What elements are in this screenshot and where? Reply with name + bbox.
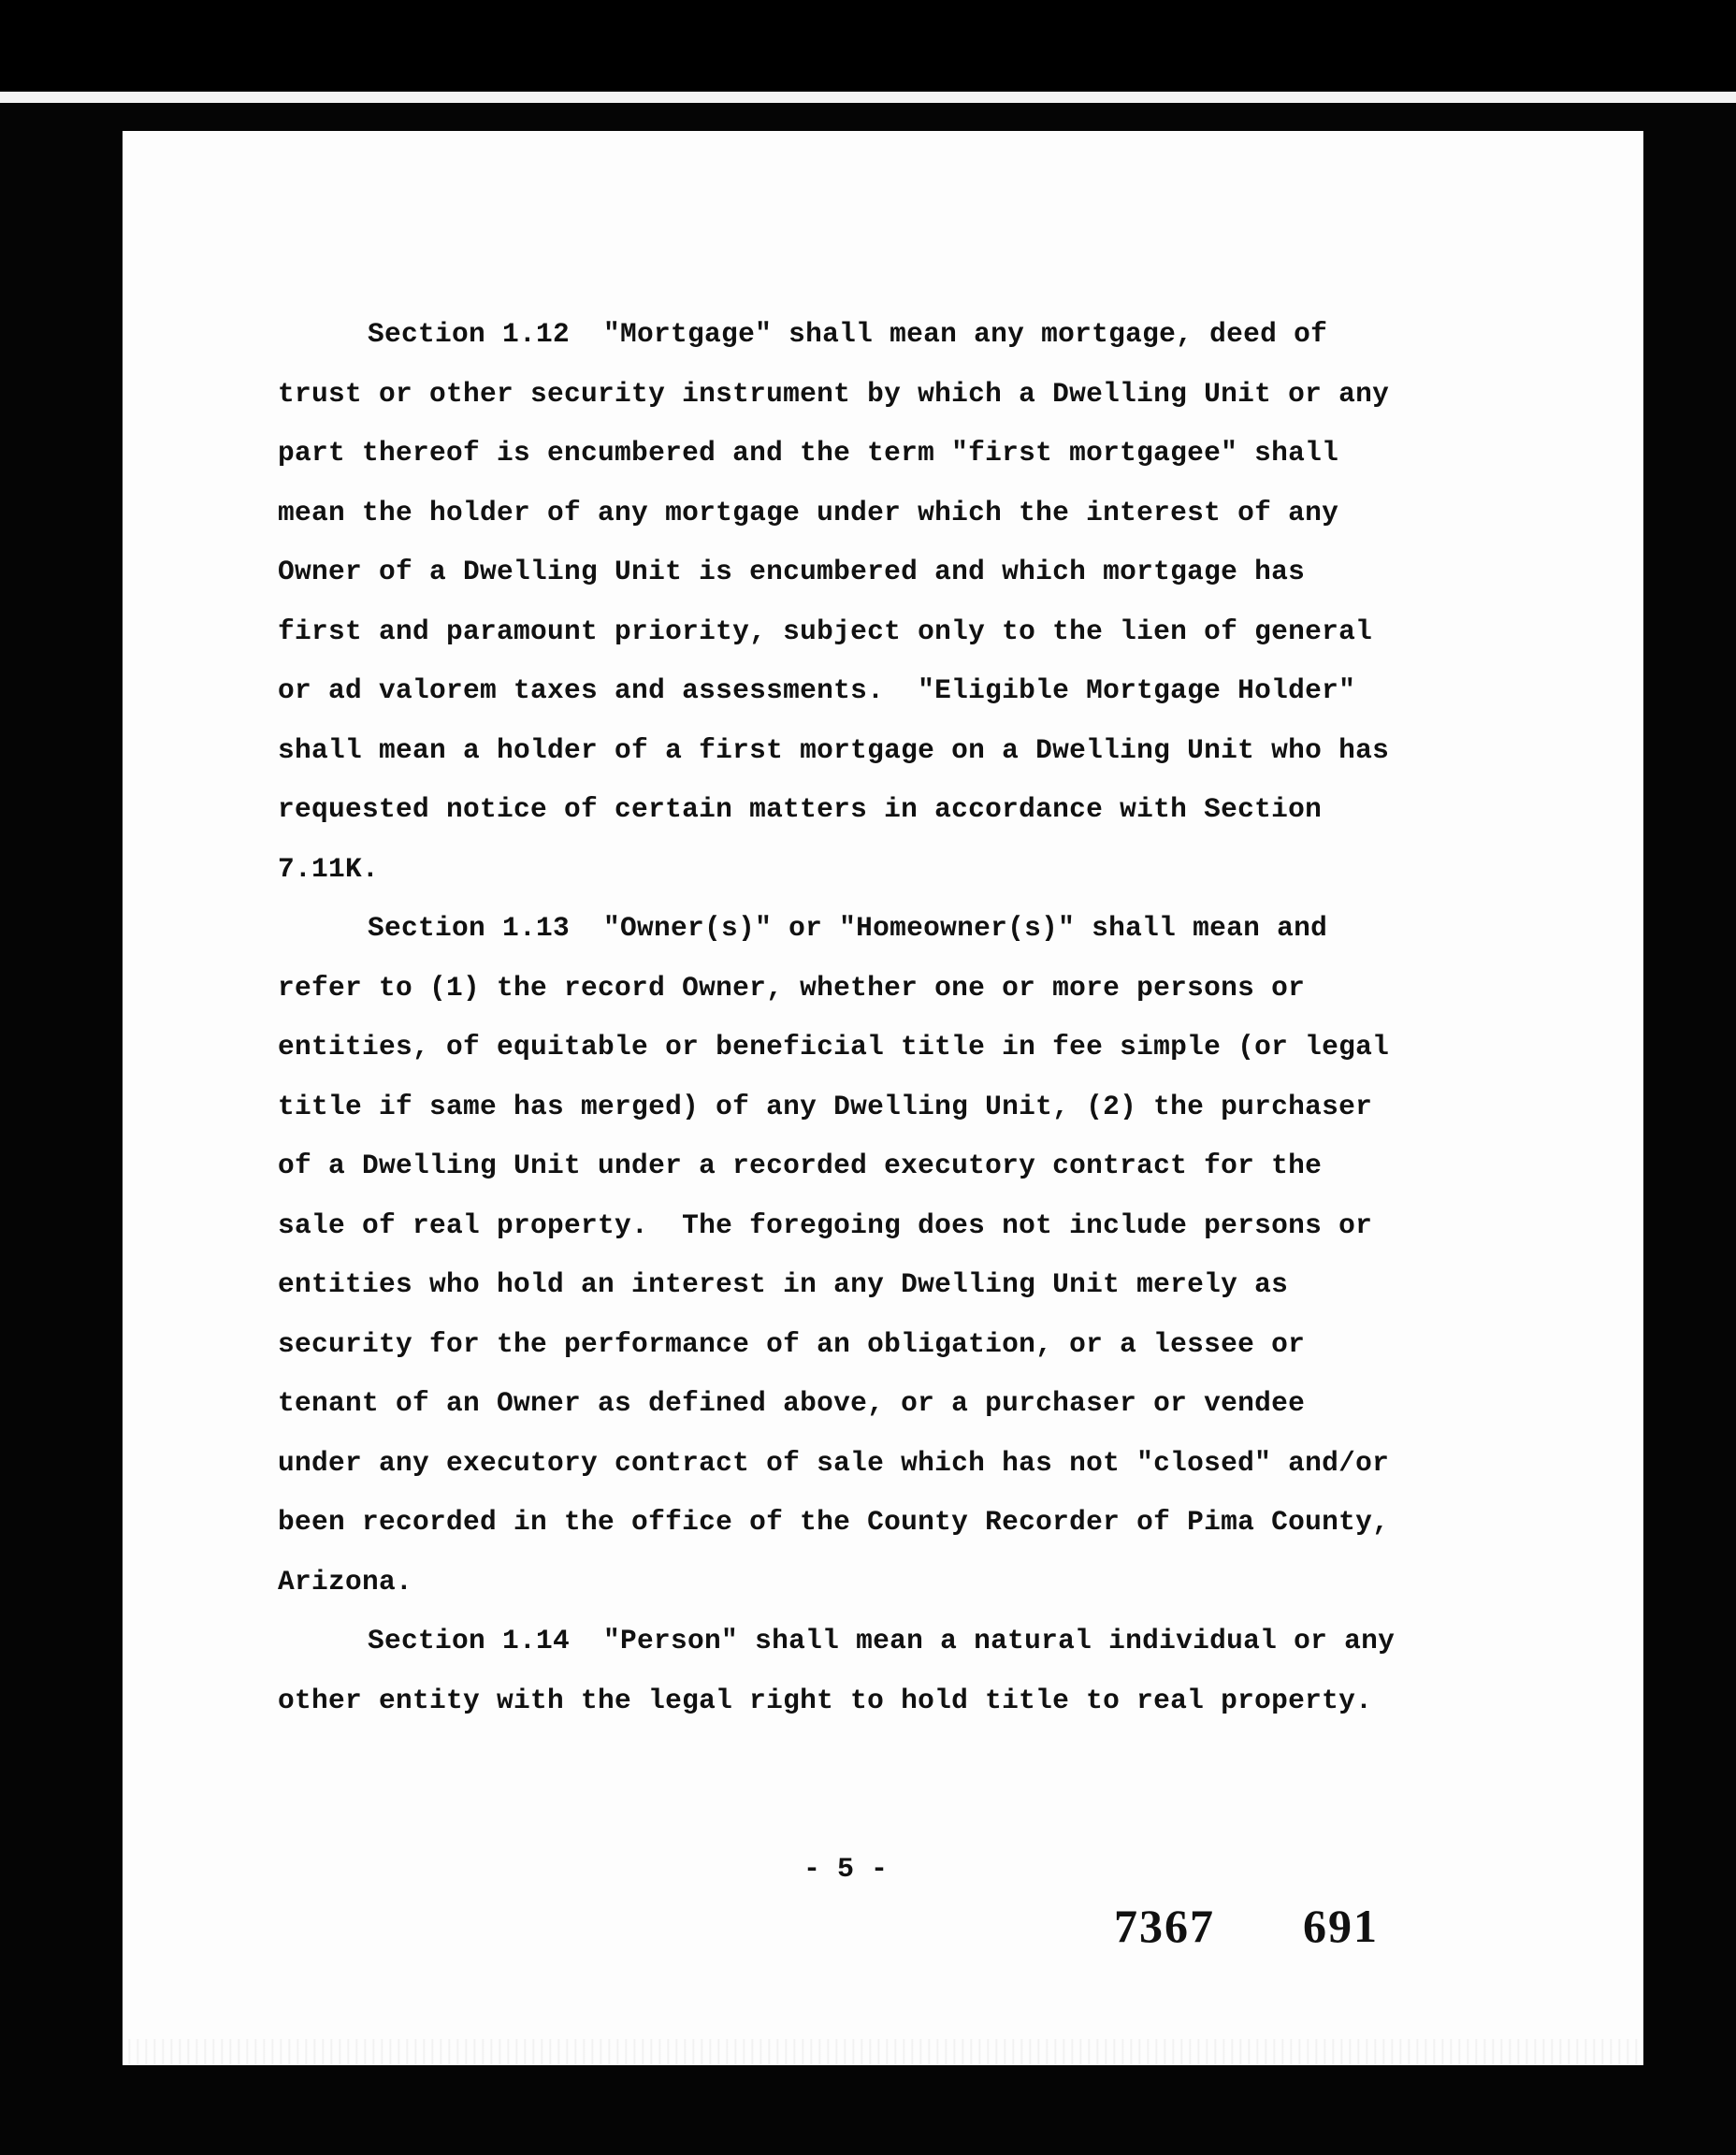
document-stamp-book: 7367 — [1114, 1900, 1215, 1952]
text-line: requested notice of certain matters in accordance with Section — [278, 793, 1323, 825]
scan-top-border — [0, 0, 1736, 92]
scan-bottom-artifacts — [123, 2039, 1643, 2065]
text-line: of a Dwelling Unit under a recorded executory contract for the — [278, 1150, 1323, 1181]
text-line: been recorded in the office of the County Recorder of Pima County, — [278, 1506, 1390, 1538]
text-line: first and paramount priority, subject only to the lien of general — [278, 615, 1373, 647]
text-line: Section 1.13 "Owner(s)" or "Homeowner(s)" shall mean and — [368, 912, 1328, 944]
text-line: shall mean a holder of a first mortgage on a Dwelling Unit who has — [278, 733, 1390, 766]
text-line: part thereof is encumbered and the term "first mortgagee" shall — [278, 437, 1339, 469]
text-line: under any executory contract of sale which has not "closed" and/or — [278, 1446, 1390, 1479]
text-line: sale of real property. The foregoing does not include persons or — [278, 1208, 1373, 1241]
text-line: other entity with the legal right to hold title to real property. — [278, 1684, 1373, 1716]
text-line: Arizona. — [278, 1565, 413, 1598]
text-line: Owner of a Dwelling Unit is encumbered and which mortgage has — [278, 556, 1306, 587]
text-line: entities who hold an interest in any Dwelling Unit merely as — [278, 1268, 1289, 1300]
text-line: mean the holder of any mortgage under which the interest of any — [278, 496, 1339, 528]
text-line: Section 1.14 "Person" shall mean a natural individual or any — [368, 1625, 1396, 1656]
scan-top-line — [0, 92, 1736, 103]
text-line: or ad valorem taxes and assessments. "Eligible Mortgage Holder" — [278, 674, 1356, 706]
text-line: 7.11K. — [278, 852, 380, 885]
text-line: security for the performance of an obligation, or a lessee or — [278, 1327, 1306, 1360]
text-line: entities, of equitable or beneficial title in fee simple (or legal — [278, 1031, 1390, 1063]
page-number: - 5 - — [803, 1854, 888, 1886]
text-line: Section 1.12 "Mortgage" shall mean any mortgage, deed of — [368, 318, 1328, 350]
document-stamp-page: 691 — [1303, 1900, 1379, 1952]
text-line: trust or other security instrument by which a Dwelling Unit or any — [278, 377, 1390, 410]
body-text — [278, 305, 1606, 1730]
text-line: tenant of an Owner as defined above, or a purchaser or vendee — [278, 1387, 1306, 1419]
text-line: title if same has merged) of any Dwelling Unit, (2) the purchaser — [278, 1090, 1373, 1122]
text-line: refer to (1) the record Owner, whether one or more persons or — [278, 971, 1306, 1004]
document-page — [123, 131, 1643, 2065]
